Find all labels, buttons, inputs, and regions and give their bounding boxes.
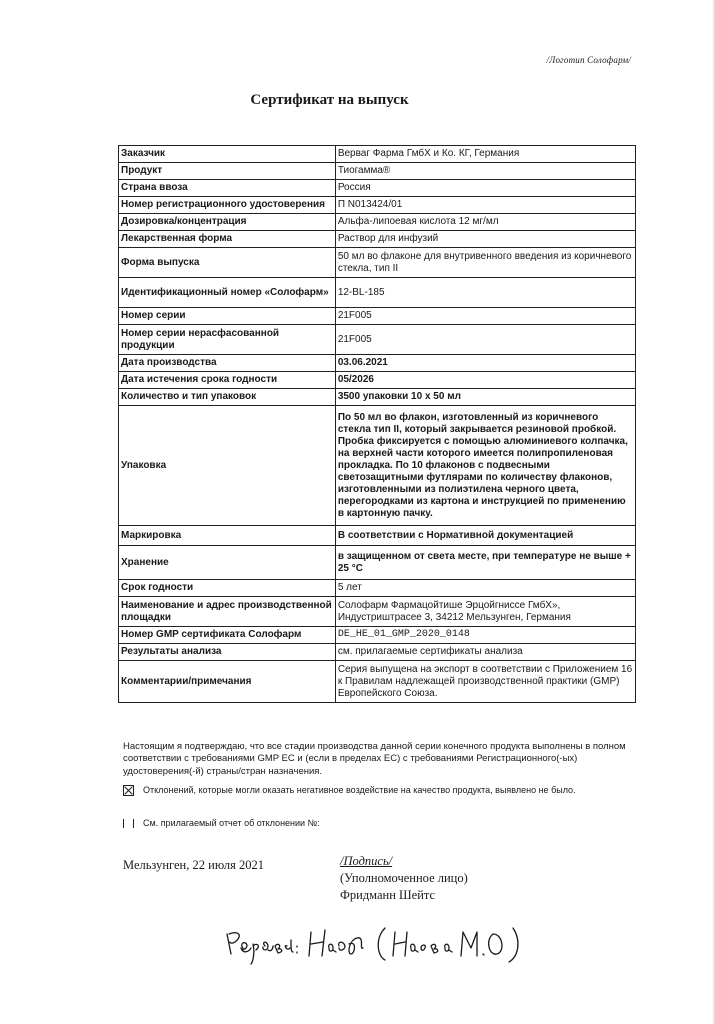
- row-value: Альфа-липоевая кислота 12 мг/мл: [335, 214, 635, 231]
- row-label: Страна ввоза: [119, 180, 336, 197]
- row-value: Верваг Фарма ГмбХ и Ко. КГ, Германия: [335, 146, 635, 163]
- table-row: [119, 526, 636, 546]
- table-row: [119, 163, 636, 180]
- row-label: Лекарственная форма: [119, 231, 336, 248]
- row-value: 3500 упаковки 10 х 50 мл: [335, 389, 635, 406]
- row-label: Результаты анализа: [119, 644, 336, 661]
- table-row: [119, 325, 636, 355]
- table-row: [119, 248, 636, 278]
- row-value: 5 лет: [335, 580, 635, 597]
- checkbox-label: Отклонений, которые могли оказать негативное воздействие на качество продукта, выявлено не было.: [143, 785, 576, 795]
- row-value: Раствор для инфузий: [335, 231, 635, 248]
- row-label: Идентификационный номер «Солофарм»: [119, 278, 336, 308]
- row-value: в защищенном от света месте, при температуре не выше + 25 °С: [335, 546, 635, 580]
- row-value: В соответствии с Нормативной документацией: [335, 526, 635, 546]
- table-row: [119, 231, 636, 248]
- checkbox-checked-icon[interactable]: [123, 785, 134, 796]
- signer-role: (Уполномоченное лицо): [340, 870, 468, 885]
- row-value: 21F005: [335, 308, 635, 325]
- row-label: Дата производства: [119, 355, 336, 372]
- row-value: 50 мл во флаконе для внутривенного введения из коричневого стекла, тип II: [335, 248, 635, 278]
- document-title: Сертификат на выпуск: [250, 92, 409, 108]
- row-value: 12-BL-185: [335, 278, 635, 308]
- row-value: По 50 мл во флакон, изготовленный из коричневого стекла тип II, который закрывается резиновой пробкой. Пробка фиксируется с помощью алюминиевого колпачка, на верхней части которого имеется полипропиленовая прокладка. По 10 флаконов с подвесными светозащитными футлярами по количеству флаконов, изготовленными из полиэтилена черного цвета, перегородками из картона и инструкцией по применению в картонную пачку.: [335, 406, 635, 526]
- table-row: [119, 661, 636, 703]
- table-row: [119, 180, 636, 197]
- row-label: Форма выпуска: [119, 248, 336, 278]
- table-row: [119, 546, 636, 580]
- place-and-date: Мельзунген, 22 июля 2021: [123, 858, 264, 872]
- row-label: Срок годности: [119, 580, 336, 597]
- certificate-table: [118, 145, 636, 703]
- row-label: Заказчик: [119, 146, 336, 163]
- row-label: Упаковка: [119, 406, 336, 526]
- checkbox-label: См. прилагаемый отчет об отклонении №:: [143, 818, 320, 828]
- table-row: [119, 214, 636, 231]
- translator-signature: [225, 918, 535, 968]
- table-row: [119, 389, 636, 406]
- row-label: Номер серии нерасфасованной продукции: [119, 325, 336, 355]
- row-value: см. прилагаемые сертификаты анализа: [335, 644, 635, 661]
- table-row: [119, 406, 636, 526]
- row-value: Солофарм Фармацойтише Эрцойгниссе ГмбХ», Индустриштрасее 3, 34212 Мельзунген, Германия: [335, 597, 635, 627]
- row-value: Тиогамма®: [335, 163, 635, 180]
- row-label: Номер GMP сертификата Солофарм: [119, 627, 336, 644]
- signer-name: Фридманн Шейтс: [340, 887, 436, 902]
- row-label: Маркировка: [119, 526, 336, 546]
- table-row: [119, 372, 636, 389]
- table-row: [119, 644, 636, 661]
- row-label: Дата истечения срока годности: [119, 372, 336, 389]
- deviation-report-check[interactable]: [123, 818, 320, 828]
- row-label: Комментарии/примечания: [119, 661, 336, 703]
- signature-block: [340, 853, 468, 904]
- row-value: П N013424/01: [335, 197, 635, 214]
- table-row: [119, 308, 636, 325]
- row-label: Номер серии: [119, 308, 336, 325]
- row-value: Россия: [335, 180, 635, 197]
- row-label: Продукт: [119, 163, 336, 180]
- row-value: Серия выпущена на экспорт в соответствии с Приложением 16 к Правилам надлежащей производственной практики (GMP) Европейского Союза.: [335, 661, 635, 703]
- table-row: [119, 278, 636, 308]
- row-label: Хранение: [119, 546, 336, 580]
- row-label: Количество и тип упаковок: [119, 389, 336, 406]
- table-row: [119, 146, 636, 163]
- row-value: DE_HE_01_GMP_2020_0148: [335, 627, 635, 644]
- signature-placeholder: /Подпись/: [340, 854, 393, 868]
- checkbox-empty-icon[interactable]: [123, 819, 134, 828]
- row-value: 21F005: [335, 325, 635, 355]
- table-row: [119, 597, 636, 627]
- table-row: [119, 355, 636, 372]
- row-value: 05/2026: [335, 372, 635, 389]
- row-label: Дозировка/концентрация: [119, 214, 336, 231]
- logo-placeholder: /Логотип Солофарм/: [546, 55, 631, 65]
- confirmation-statement: Настоящим я подтверждаю, что все стадии производства данной серии конечного продукта выполнены в полном соответствии с требованиями GMP ЕС и (если в пределах ЕС) с требованиями Регистрационного(-ых) удостоверения(-й) страны/стран назначения.: [123, 741, 626, 777]
- table-row: [119, 580, 636, 597]
- no-deviations-check[interactable]: [123, 785, 576, 796]
- row-value: 03.06.2021: [335, 355, 635, 372]
- row-label: Номер регистрационного удостоверения: [119, 197, 336, 214]
- table-row: [119, 627, 636, 644]
- row-label: Наименование и адрес производственной площадки: [119, 597, 336, 627]
- table-row: [119, 197, 636, 214]
